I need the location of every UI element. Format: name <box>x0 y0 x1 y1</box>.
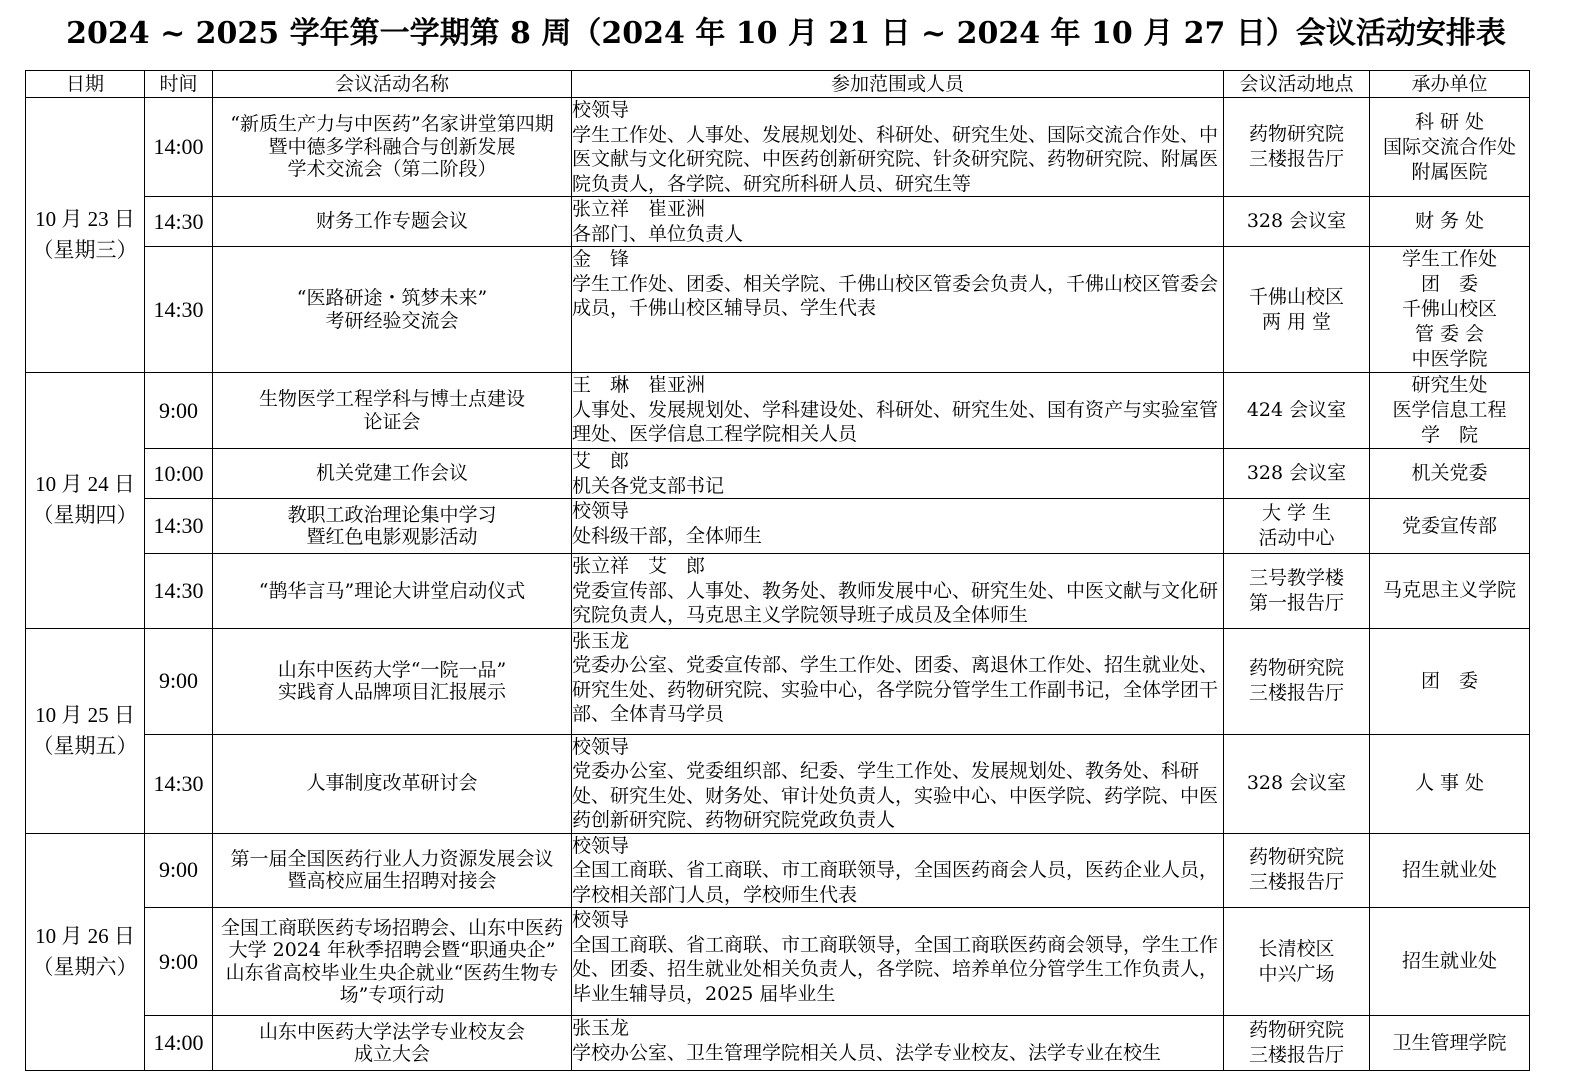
time-cell: 14:30 <box>145 499 213 554</box>
location-line: 药物研究院 <box>1248 1019 1344 1041</box>
time-cell: 9:00 <box>145 373 213 449</box>
date-cell <box>26 833 145 1071</box>
organizer-line: 附属医院 <box>1411 160 1488 183</box>
event-name-cell <box>213 247 572 373</box>
event-name-line: 机关党建工作会议 <box>315 462 468 485</box>
time-cell: 14:00 <box>145 1016 213 1071</box>
attendees-lead: 张立祥 崔亚洲 <box>572 198 706 220</box>
attendees-cell <box>572 1016 1224 1071</box>
attendees-text: 各部门、单位负责人 <box>572 222 744 245</box>
organizer-cell <box>1370 373 1530 449</box>
date-cell <box>26 98 145 373</box>
time-cell: 10:00 <box>145 449 213 499</box>
location-line: 424 会议室 <box>1246 399 1347 421</box>
time-cell: 14:30 <box>145 247 213 373</box>
location-cell <box>1224 908 1370 1016</box>
attendees-cell <box>572 373 1224 449</box>
table-row <box>26 908 1530 1016</box>
attendees-cell <box>572 734 1224 833</box>
event-name-cell <box>213 1016 572 1071</box>
attendees-cell <box>572 908 1224 1016</box>
event-name-line: 山东中医药大学“一院一品” <box>277 658 507 681</box>
date-text: 10 月 25 日 <box>35 702 135 727</box>
location-line: 千佛山校区 <box>1248 285 1344 308</box>
event-name-line: 山东省高校毕业生央企就业“医药生物专 <box>225 961 559 984</box>
location-line: 中兴广场 <box>1258 962 1335 985</box>
date-cell <box>26 628 145 833</box>
page-title: 2024 ~ 2025 学年第一学期第 8 周（2024 年 10 月 21 日 ~ 2024 年 10 月 27 日）会议活动安排表 <box>66 16 1506 51</box>
header-row <box>26 71 1530 98</box>
organizer-line: 管 委 会 <box>1414 323 1485 345</box>
event-name-line: 全国工商联医药专场招聘会、山东中医药 <box>220 916 563 939</box>
attendees-lead: 张立祥 艾 郎 <box>572 555 706 577</box>
attendees-lead: 校领导 <box>572 99 630 121</box>
event-name-line: 大学 2024 年秋季招聘会暨“职通央企” <box>228 939 556 961</box>
organizer-cell <box>1370 499 1530 554</box>
event-name-line: 考研经验交流会 <box>325 309 459 332</box>
table-row <box>26 628 1530 734</box>
event-name-line: 暨红色电影观影活动 <box>306 526 478 548</box>
date-text: 10 月 26 日 <box>35 923 135 948</box>
time-cell: 9:00 <box>145 628 213 734</box>
location-line: 大 学 生 <box>1261 502 1332 524</box>
date-cell <box>26 373 145 629</box>
attendees-text: 全国工商联、省工商联、市工商联领导，全国工商联医药商会领导，学生工作处、团委、招生就业处相关负责人，各学院、培养单位分管学生工作负责人，毕业生辅导员，2025 届毕业生 <box>572 933 1219 1005</box>
table-row <box>26 734 1530 833</box>
event-name-cell <box>213 197 572 247</box>
location-cell <box>1224 833 1370 908</box>
organizer-cell <box>1370 628 1530 734</box>
table-row <box>26 247 1530 373</box>
organizer-line: 卫生管理学院 <box>1392 1031 1507 1054</box>
event-name-line: 场”专项行动 <box>339 984 445 1006</box>
location-line: 长清校区 <box>1258 937 1335 960</box>
attendees-lead: 校领导 <box>572 834 630 857</box>
table-row <box>26 449 1530 499</box>
location-line: 328 会议室 <box>1246 772 1347 794</box>
organizer-line: 团 委 <box>1420 669 1478 692</box>
location-line: 三楼报告厅 <box>1248 871 1344 894</box>
organizer-line: 人 事 处 <box>1414 772 1485 794</box>
location-line: 328 会议室 <box>1246 210 1347 232</box>
header-name: 会议活动名称 <box>213 71 572 98</box>
location-cell <box>1224 197 1370 247</box>
event-name-line: “医路研途・筑梦未来” <box>296 287 488 309</box>
date-text: 10 月 24 日 <box>35 472 135 497</box>
organizer-cell <box>1370 908 1530 1016</box>
attendees-lead: 校领导 <box>572 735 630 758</box>
location-line: 328 会议室 <box>1246 462 1347 484</box>
location-cell <box>1224 499 1370 554</box>
event-name-cell <box>213 449 572 499</box>
attendees-cell <box>572 98 1224 197</box>
table-row <box>26 197 1530 247</box>
event-name-line: 生物医学工程学科与博士点建设 <box>258 388 525 410</box>
attendees-cell <box>572 554 1224 629</box>
location-cell <box>1224 373 1370 449</box>
attendees-text: 机关各党支部书记 <box>572 474 725 497</box>
event-name-line: “鹊华言马”理论大讲堂启动仪式 <box>258 579 526 602</box>
event-name-line: 暨中德多学科融合与创新发展 <box>268 135 516 158</box>
organizer-line: 国际交流合作处 <box>1382 135 1516 158</box>
event-name-cell <box>213 98 572 197</box>
event-name-cell <box>213 734 572 833</box>
organizer-line: 机关党委 <box>1411 462 1488 484</box>
attendees-cell <box>572 449 1224 499</box>
event-name-cell <box>213 908 572 1016</box>
time-cell: 9:00 <box>145 833 213 908</box>
location-line: 药物研究院 <box>1248 657 1344 679</box>
organizer-line: 学生工作处 <box>1401 248 1497 270</box>
weekday-text: （星期三） <box>32 238 138 262</box>
location-cell <box>1224 1016 1370 1071</box>
attendees-lead: 张玉龙 <box>572 1017 630 1039</box>
organizer-line: 学 院 <box>1420 424 1478 446</box>
event-name-line: 论证会 <box>363 410 421 433</box>
attendees-lead: 金 锋 <box>572 248 630 270</box>
time-cell: 14:30 <box>145 734 213 833</box>
event-name-line: 教职工政治理论集中学习 <box>287 503 497 526</box>
attendees-text: 学生工作处、人事处、发展规划处、科研处、研究生处、国际交流合作处、中医文献与文化研究院、中医药创新研究院、针灸研究院、药物研究院、附属医院负责人，各学院、研究所科研人员、研究生等 <box>572 123 1219 195</box>
date-text: 10 月 23 日 <box>35 207 135 231</box>
event-name-line: 人事制度改革研讨会 <box>306 772 478 795</box>
organizer-cell <box>1370 554 1530 629</box>
location-line: 三楼报告厅 <box>1248 148 1344 170</box>
organizer-line: 党委宣传部 <box>1401 514 1497 537</box>
event-name-line: 暨高校应届生招聘对接会 <box>287 870 497 893</box>
attendees-text: 全国工商联、省工商联、市工商联领导，全国医药商会人员，医药企业人员，学校相关部门人员，学校师生代表 <box>572 859 1219 906</box>
organizer-cell <box>1370 247 1530 373</box>
weekday-text: （星期六） <box>32 954 138 979</box>
attendees-cell <box>572 197 1224 247</box>
event-name-cell <box>213 554 572 629</box>
location-cell <box>1224 554 1370 629</box>
location-line: 三楼报告厅 <box>1248 682 1344 704</box>
attendees-cell <box>572 499 1224 554</box>
table-row <box>26 98 1530 197</box>
table-row <box>26 554 1530 629</box>
header-date: 日期 <box>26 71 145 98</box>
header-time: 时间 <box>145 71 213 98</box>
attendees-text: 学生工作处、团委、相关学院、千佛山校区管委会负责人，千佛山校区管委会成员，千佛山校区辅导员、学生代表 <box>572 272 1219 319</box>
attendees-cell <box>572 247 1224 373</box>
attendees-lead: 校领导 <box>572 909 630 931</box>
attendees-lead: 艾 郎 <box>572 450 630 472</box>
organizer-line: 招生就业处 <box>1401 858 1497 881</box>
location-cell <box>1224 98 1370 197</box>
organizer-line: 招生就业处 <box>1401 950 1497 972</box>
location-line: 两 用 堂 <box>1261 310 1332 333</box>
organizer-line: 马克思主义学院 <box>1382 579 1516 602</box>
header-location: 会议活动地点 <box>1224 71 1370 98</box>
attendees-text: 党委办公室、党委组织部、纪委、学生工作处、发展规划处、教务处、科研处、研究生处、财务处、审计处负责人，实验中心、中医学院、药学院、中医药创新研究院、药物研究院党政负责人 <box>572 760 1219 831</box>
event-name-line: 实践育人品牌项目汇报展示 <box>277 681 506 703</box>
organizer-line: 财 务 处 <box>1414 210 1485 232</box>
attendees-lead: 校领导 <box>572 500 630 522</box>
event-name-line: 财务工作专题会议 <box>315 210 468 233</box>
event-name-line: 学术交流会（第二阶段） <box>287 158 497 181</box>
location-cell <box>1224 247 1370 373</box>
organizer-line: 研究生处 <box>1411 374 1488 396</box>
organizer-line: 千佛山校区 <box>1401 298 1497 320</box>
header-attendees: 参加范围或人员 <box>572 71 1224 98</box>
table-row <box>26 499 1530 554</box>
event-name-cell <box>213 373 572 449</box>
attendees-text: 党委办公室、党委宣传部、学生工作处、团委、离退休工作处、招生就业处、研究生处、药物研究院、实验中心，各学院分管学生工作副书记，全体学团干部、全体青马学员 <box>572 654 1219 725</box>
organizer-line: 中医学院 <box>1411 348 1488 370</box>
organizer-line: 科 研 处 <box>1414 110 1485 133</box>
table-row <box>26 833 1530 908</box>
location-cell <box>1224 734 1370 833</box>
location-line: 药物研究院 <box>1248 123 1344 145</box>
location-line: 三号教学楼 <box>1248 566 1344 589</box>
location-line: 第一报告厅 <box>1248 591 1344 614</box>
attendees-text: 党委宣传部、人事处、教务处、教师发展中心、研究生处、中医文献与文化研究院负责人，马克思主义学院领导班子成员及全体师生 <box>572 579 1219 626</box>
table-row <box>26 1016 1530 1071</box>
schedule-body <box>26 98 1530 1071</box>
organizer-cell <box>1370 449 1530 499</box>
weekday-text: （星期五） <box>32 733 138 758</box>
header-organizer: 承办单位 <box>1370 71 1530 98</box>
organizer-cell <box>1370 833 1530 908</box>
location-cell <box>1224 628 1370 734</box>
location-line: 三楼报告厅 <box>1248 1044 1344 1066</box>
schedule-table <box>25 70 1530 1071</box>
organizer-cell <box>1370 1016 1530 1071</box>
attendees-lead: 王 琳 崔亚洲 <box>572 374 706 396</box>
organizer-cell <box>1370 197 1530 247</box>
organizer-line: 团 委 <box>1420 273 1478 295</box>
location-line: 药物研究院 <box>1248 846 1344 869</box>
organizer-line: 医学信息工程 <box>1392 399 1507 421</box>
attendees-text: 人事处、发展规划处、学科建设处、科研处、研究生处、国有资产与实验室管理处、医学信息工程学院相关人员 <box>572 398 1219 445</box>
time-cell: 14:30 <box>145 197 213 247</box>
event-name-cell <box>213 833 572 908</box>
event-name-cell <box>213 499 572 554</box>
attendees-cell <box>572 833 1224 908</box>
event-name-line: 第一届全国医药行业人力资源发展会议 <box>230 847 554 870</box>
attendees-lead: 张玉龙 <box>572 629 630 652</box>
location-line: 活动中心 <box>1258 527 1335 549</box>
organizer-cell <box>1370 734 1530 833</box>
weekday-text: （星期四） <box>32 503 138 528</box>
event-name-line: 成立大会 <box>353 1043 430 1065</box>
table-row <box>26 373 1530 449</box>
event-name-line: 山东中医药大学法学专业校友会 <box>258 1020 525 1043</box>
attendees-text: 处科级干部，全体师生 <box>572 524 763 547</box>
event-name-cell <box>213 628 572 734</box>
time-cell: 14:30 <box>145 554 213 629</box>
attendees-text: 学校办公室、卫生管理学院相关人员、法学专业校友、法学专业在校生 <box>572 1041 1162 1064</box>
event-name-line: “新质生产力与中医药”名家讲堂第四期 <box>230 113 554 136</box>
time-cell: 14:00 <box>145 98 213 197</box>
time-cell: 9:00 <box>145 908 213 1016</box>
organizer-cell <box>1370 98 1530 197</box>
location-cell <box>1224 449 1370 499</box>
attendees-cell <box>572 628 1224 734</box>
